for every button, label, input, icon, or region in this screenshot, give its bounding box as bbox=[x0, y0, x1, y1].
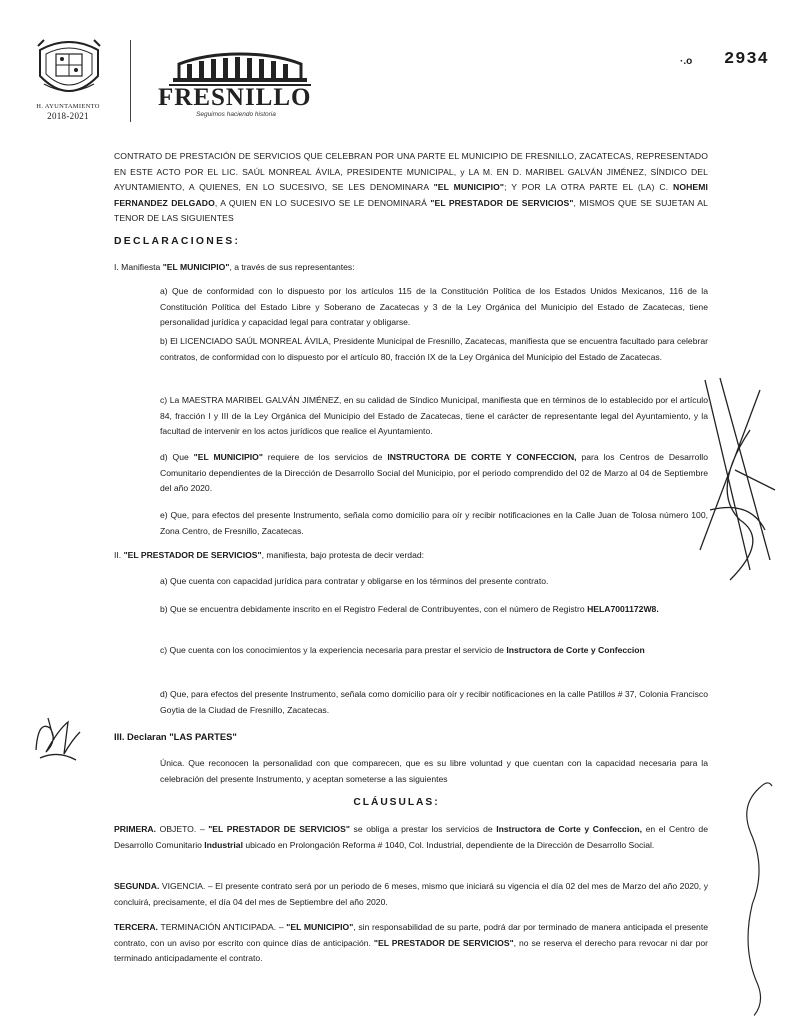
declaration-i-c: c) La MAESTRA MARIBEL GALVÁN JIMÉNEZ, en su calidad de Síndico Municipal, manifiesta que en términos de lo establecido por el artículo 84, fracción I y III de la Ley Orgánica del Municipio del Estado de Zacatecas, tiene el carácter de representante legal del Ayuntamiento, y la facultad de intervenir en los actos jurídicos que realice el Ayuntamiento. bbox=[160, 395, 708, 436]
clause-tercera: TERCERA. TERMINACIÓN ANTICIPADA. – "EL MUNICIPIO", sin responsabilidad de su parte, podrá dar por terminado de manera anticipada el presente contrato, con un aviso por escrito con quince días de anticipación. "EL PRESTADOR DE SERVICIOS", no se reserva el derecho para revocar ni dar por terminado anticipadamente el contrato. bbox=[114, 922, 709, 963]
declaration-i-e: e) Que, para efectos del presente Instrumento, señala como domicilio para oír y recibir notificaciones en la Calle Juan de Tolosa número 100, Zona Centro, de Fresnillo, Zacatecas. bbox=[160, 510, 708, 536]
declaration-ii-a: a) Que cuenta con capacidad jurídica para contratar y obligarse en los términos del presente contrato. bbox=[160, 576, 549, 586]
declaration-iii-unica: Única. Que reconocen la personalidad con que comparecen, que es su libre voluntad y que cuentan con la capacidad necesaria para la celebración del presente Instrumento, y aceptan someterse a las siguientes bbox=[160, 758, 708, 784]
declaraciones-heading: DECLARACIONES: bbox=[114, 236, 241, 247]
declaration-ii-c: c) Que cuenta con los conocimientos y la experiencia necesaria para prestar el servicio de Instructora de Corte y Confeccion bbox=[160, 645, 645, 655]
section-ii-heading: II. "EL PRESTADOR DE SERVICIOS", manifiesta, bajo protesta de decir verdad: bbox=[114, 550, 425, 560]
section-i-heading: I. Manifiesta "EL MUNICIPIO", a través de sus representantes: bbox=[114, 262, 355, 272]
signature-left-initials bbox=[28, 710, 88, 770]
seal-caption-line-1: H. AYUNTAMIENTO bbox=[36, 103, 100, 110]
doc-number-prefix: ·.o bbox=[680, 56, 693, 67]
clausulas-heading: CLÁUSULAS: bbox=[353, 797, 440, 808]
header-separator bbox=[130, 40, 131, 122]
fresnillo-logo-icon bbox=[165, 52, 315, 88]
document-number: 2934 bbox=[724, 50, 769, 69]
declaration-i-d: d) Que "EL MUNICIPIO" requiere de los servicios de INSTRUCTORA DE CORTE Y CONFECCION, para los Centros de Desarrollo Comunitario dependientes de la Dirección de Desarrollo Social del Municipio, por el periodo comprendido del 02 de Marzo al 04 de Septiembre del año 2020. bbox=[160, 452, 708, 493]
brand-tagline: Seguimos haciendo historia bbox=[196, 111, 276, 118]
signature-right-upper bbox=[690, 370, 780, 600]
clause-segunda: SEGUNDA. VIGENCIA. – El presente contrato será por un periodo de 6 meses, mismo que iniciará su vigencia el día 02 del mes de Marzo del año 2020, y concluirá, precisamente, el día 04 del mes de Septiembre del año 2020. bbox=[114, 881, 708, 907]
municipal-seal-icon bbox=[34, 36, 104, 102]
seal-caption bbox=[18, 103, 118, 122]
clause-primera: PRIMERA. OBJETO. – "EL PRESTADOR DE SERVICIOS" se obliga a prestar los servicios de Instructora de Corte y Confeccion, en el Centro de Desarrollo Comunitario Industrial ubicado en Prolongación Reforma # 1040, Col. Industrial, dependiente de la Dirección de Desarrollo Social. bbox=[114, 824, 708, 850]
contract-intro: CONTRATO DE PRESTACIÓN DE SERVICIOS QUE CELEBRAN POR UNA PARTE EL MUNICIPIO DE FRESNILLO, ZACATECAS, REPRESENTADO EN ESTE ACTO POR EL LIC. SAÚL MONREAL ÁVILA, PRESIDENTE MUNICIPAL, y LA M. EN D. MARIBEL GALVÁN JIMÉNEZ, SÍNDICO DEL AYUNTAMIENTO, A QUIENES, EN LO SUCESIVO, SE LES DENOMINARA "EL MUNICIPIO"; Y POR LA OTRA PARTE EL (LA) C. NOHEMI FERNANDEZ DELGADO, A QUIEN EN LO SUCESIVO SE LE DENOMINARÁ "EL PRESTADOR DE SERVICIOS", MISMOS QUE SE SUJETAN AL TENOR DE LAS SIGUIENTES bbox=[114, 151, 708, 223]
brand-name: FRESNILLO bbox=[158, 84, 312, 111]
section-iii-heading: III. Declaran "LAS PARTES" bbox=[114, 731, 237, 742]
declaration-i-b: b) El LICENCIADO SAÚL MONREAL ÁVILA, Presidente Municipal de Fresnillo, Zacatecas, manifiesta que se encuentra facultado para celebrar contratos, de conformidad con lo dispuesto por el artículo 80, fracción IX de la Ley Orgánica del Municipio del Estado de Zacatecas. bbox=[160, 336, 708, 362]
declaration-ii-d: d) Que, para efectos del presente Instrumento, señala como domicilio para oír y recibir notificaciones en la calle Patillos # 37, Colonia Francisco Goytia de la Ciudad de Fresnillo, Zacatecas. bbox=[160, 689, 708, 715]
signature-right-lower bbox=[730, 770, 780, 1020]
seal-caption-line-2: 2018-2021 bbox=[47, 111, 89, 121]
declaration-ii-b: b) Que se encuentra debidamente inscrito en el Registro Federal de Contribuyentes, con el número de Registro HELA7001172W8. bbox=[160, 604, 659, 614]
declaration-i-a: a) Que de conformidad con lo dispuesto por los artículos 115 de la Constitución Política de los Estados Unidos Mexicanos, 116 de la Constitución Política del Estado Libre y Soberano de Zacatecas y 3 de la Ley Orgánica del Municipio del Estado de Zacatecas, tiene personalidad jurídica y capacidad legal para contratar y obligarse. bbox=[160, 286, 708, 327]
